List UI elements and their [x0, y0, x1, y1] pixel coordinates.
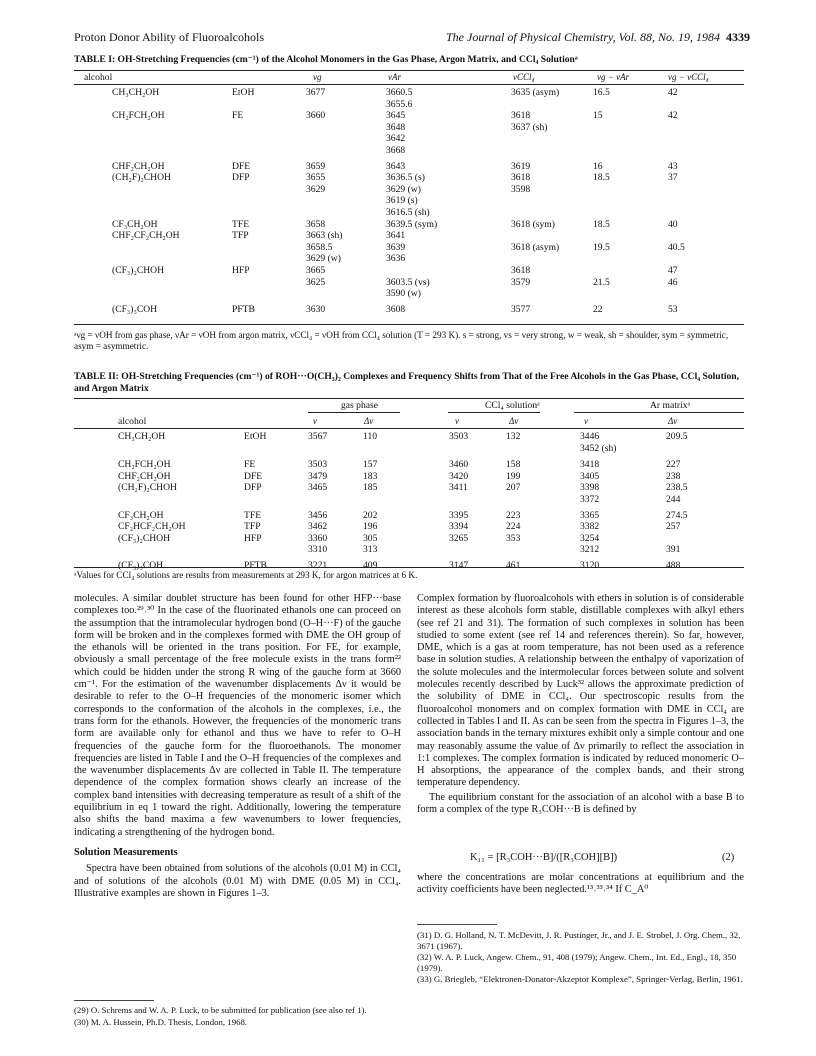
table2-cell: 3221	[308, 560, 328, 571]
table2-cell: 3254	[580, 532, 600, 544]
table1-caption: TABLE I: OH-Stretching Frequencies (cm⁻¹) of the Alcohol Monomers in the Gas Phase, Argon Matrix, and CCl₄ Solutionᵃ	[74, 54, 578, 65]
table2-header-rule	[74, 428, 744, 429]
right-footnote-rule	[417, 924, 497, 925]
table2-cell: 185	[363, 482, 378, 494]
table1-cell: DFP	[232, 172, 250, 184]
table1-col-header: νg − νAr	[597, 72, 630, 82]
table2-caption: TABLE II: OH-Stretching Frequencies (cm⁻¹) of ROH···O(CH₃)₂ Complexes and Frequency Shifts from That of the Free Alcohols in the Gas Phase, CCl₄ Solution, and Argon Matrix	[74, 371, 740, 394]
table2-cell: 196	[363, 521, 378, 533]
table2-cell: 3310	[308, 544, 328, 556]
table1-cell: 3668	[386, 145, 406, 156]
table2-cell: EtOH	[244, 431, 267, 442]
table2-col-header: Δν	[364, 416, 374, 426]
table2-cell: 3420	[449, 470, 469, 482]
right-paragraph-3: where the concentrations are molar concentrations at equilibrium and the activity coefficients have been neglected.¹³˒³³˒³⁴ If C_A⁰	[417, 872, 744, 896]
table2-cell: 3212	[580, 544, 600, 556]
table1-cell: 3598	[511, 183, 531, 195]
table1-cell: 43	[668, 160, 678, 172]
running-head-right	[446, 30, 750, 45]
table1-cell: 3637 (sh)	[511, 121, 548, 133]
table2-cell: 3503	[308, 459, 328, 471]
table1-cell: 3618	[511, 265, 531, 276]
table1-cell: 3677	[306, 87, 326, 98]
table2-col-header: Δν	[668, 416, 678, 426]
table2-cell: CF₂HCF₂CH₂OH	[118, 521, 186, 533]
table1-cell: 3603.5 (vs)	[386, 276, 430, 288]
table1-cell: 22	[593, 303, 603, 315]
table2-cell: TFP	[244, 521, 261, 533]
table1-cell: 15	[593, 110, 603, 122]
table2-cell: 3411	[449, 482, 468, 494]
table1-cell: 3658	[306, 218, 326, 230]
table1-cell: 3619	[511, 160, 531, 172]
table2-col-header: ν	[455, 416, 459, 426]
table1-cell: 3641	[386, 230, 406, 242]
table1-cell: 3655	[306, 172, 326, 184]
table1-cell: 3618	[511, 172, 531, 184]
table2-cell: 199	[506, 470, 521, 482]
table1-cell: CF₃CH₂OH	[112, 218, 158, 230]
table1-cell: 46	[668, 276, 678, 288]
table2-cell: 3418	[580, 459, 600, 471]
table2-group-rule	[448, 412, 540, 413]
table2-cell: 305	[363, 532, 378, 544]
footnote-30: (30) M. A. Hussein, Ph.D. Thesis, London, 1968.	[74, 1016, 248, 1027]
table2-cell: 3372	[580, 494, 600, 505]
table2-cell: DFE	[244, 470, 263, 482]
table2-group-header: CCl₄ solutionᵃ	[485, 400, 540, 411]
table1-bottom-rule	[74, 324, 744, 325]
table2-cell: 3462	[308, 521, 328, 533]
table1-cell: 19.5	[593, 241, 610, 253]
table1-cell: 42	[668, 110, 678, 122]
table1-cell: CH₃CH₂OH	[112, 87, 160, 98]
table1-cell: 3639.5 (sym)	[386, 218, 438, 230]
table1-cell: 3630	[306, 303, 326, 315]
table1-col-header: νAr	[388, 72, 401, 82]
table2-footnote: ᵃValues for CCl₄ solutions are results from measurements at 293 K, for argon matrices at 6 K.	[74, 570, 418, 580]
table2-cell: 3456	[308, 509, 328, 521]
table2-col-header: ν	[313, 416, 317, 426]
table1-cell: (CF₃)₃COH	[112, 303, 158, 315]
table2-cell: FE	[244, 459, 256, 471]
table1-cell: 3618 (sym)	[511, 218, 555, 230]
footnote-29: (29) O. Schrems and W. A. P. Luck, to be submitted for publication (see also ref 1).	[74, 1005, 367, 1015]
table1-cell: CHF₂CH₂OH	[112, 160, 165, 172]
table1-cell: TFE	[232, 218, 250, 230]
table1-cell: HFP	[232, 265, 250, 276]
table1-cell: 3660.5	[386, 87, 413, 98]
table2-cell: 313	[363, 544, 378, 556]
table2-cell: 3365	[580, 509, 600, 521]
table1-cell: 3642	[386, 133, 406, 145]
table2-cell: 207	[506, 482, 521, 494]
table1-cell: FE	[232, 110, 244, 122]
table2-cell: CF₃CH₂OH	[118, 509, 164, 521]
footnote-33: (33) G. Briegleb, “Elektronen-Donator-Akzeptor Komplexe”, Springer-Verlag, Berlin, 1961.	[417, 974, 743, 984]
table1-footnote: ᵃνg = νOH from gas phase, νAr = νOH from argon matrix, νCCl₄ = νOH from CCl₄ solution (T = 293 K). s = strong, vs = very strong, w = weak, sh = shoulder, sym = symmetric, asym = asymmetric.	[74, 330, 729, 352]
table2-cell: (CH₂F)₂CHOH	[118, 482, 177, 494]
table2-cell: 3452 (sh)	[580, 442, 617, 454]
left-paragraph-1: molecules. A similar doublet structure has been found for other HFP···base complexes too.²⁹˒³⁰ In the case of the fluorinated ethanols one can proceed on the assumption that the intramolecular hydrogen bond (O–H···F) of the gauche form will be broken and in the complexes formed with DME the OH group of the ethanols will be oriented in the trans position. For FE, for example, obviously a small percentage of the free molecule exists in the trans form²² which could be hidden under the strong R wing of the gauche form at 3660 cm⁻¹. For the estimation of the wavenumber displacements Δν it would be desirable to refer to the O–H frequencies of the monomeric isomer which corresponds to the conformation of the alcohols in the complexes, i.e., the trans form for the ethanols. However, the frequencies of the monomeric trans form are available only for ethanol and thus we have to refer to O–H frequencies of the gauche form for the fluoroethanols. The monomer frequencies are listed in Table I and the O–H frequencies of the complexes and the wavenumber displacements Δν are collected in Table II. The temperature dependence of the complex formation shows clearly an increase of the complex band intensities with decreasing temperature as result of a shift of the equilibrium in eq 1 toward the right. Additionally, lowering the temperature also shifts the band maxima a few wavenumbers to lower frequencies, indicating a strengthening of the hydrogen bond.	[74, 593, 401, 838]
table1-cell: 3618	[511, 110, 531, 122]
table1-cell: EtOH	[232, 87, 255, 98]
left-footnotes	[74, 1005, 401, 1028]
table2-bottom-rule	[74, 567, 744, 568]
table1-cell: 3636.5 (s)	[386, 172, 425, 184]
table2-cell: 3382	[580, 521, 600, 533]
section-heading: Solution Measurements	[74, 846, 178, 858]
table2-cell: 238	[666, 470, 681, 482]
table2-cell: 183	[363, 470, 378, 482]
table1-cell: 3659	[306, 160, 326, 172]
table2-group-header: Ar matrixᵃ	[650, 400, 691, 411]
table2-cell: 209.5	[666, 431, 688, 442]
table1-cell: 3629 (w)	[386, 183, 421, 195]
table2-cell: 3398	[580, 482, 600, 494]
table2-cell: DFP	[244, 482, 262, 494]
table2-top-rule	[74, 398, 744, 399]
table2-cell: 3503	[449, 431, 469, 442]
page-number: 4339	[726, 30, 750, 44]
table2-cell: 3460	[449, 459, 469, 471]
footnote-32: (32) W. A. P. Luck, Angew. Chem., 91, 408 (1979); Angew. Chem., Int. Ed., Engl., 18, 350 (1979).	[417, 952, 737, 973]
table1-cell: 53	[668, 303, 678, 315]
table1-cell: 3639	[386, 241, 406, 253]
table2-cell: HFP	[244, 532, 262, 544]
table2-cell: 3394	[449, 521, 469, 533]
table1-cell: 40.5	[668, 241, 685, 253]
table1-cell: 3648	[386, 121, 406, 133]
table2-cell: 3360	[308, 532, 328, 544]
table2-cell: 223	[506, 509, 521, 521]
table2-group-header: gas phase	[341, 400, 379, 411]
table2-cell: 3405	[580, 470, 600, 482]
table1-cell: TFP	[232, 230, 249, 242]
table1-cell: 3629	[306, 183, 326, 195]
table1-cell: (CF₃)₂CHOH	[112, 265, 164, 276]
table2-cell: CH₃CH₂OH	[118, 431, 166, 442]
table1-cell: 3663 (sh)	[306, 230, 343, 242]
table1-cell: 3619 (s)	[386, 195, 418, 207]
table1-cell: PFTB	[232, 303, 255, 315]
table1-cell: 3579	[511, 276, 531, 288]
table2-cell: 3479	[308, 470, 328, 482]
table2-cell: 409	[363, 560, 378, 571]
left-column	[74, 593, 401, 900]
equation-2: K₁₁ = [R₃COH···B]/([R₃COH][B])	[470, 852, 618, 863]
table1-cell: 18.5	[593, 172, 610, 184]
table2-cell: 3120	[580, 560, 600, 571]
table1-cell: 3655.6	[386, 98, 413, 110]
table2-col-header: alcohol	[118, 416, 147, 427]
table1-cell: CHF₂CF₂CH₂OH	[112, 230, 180, 242]
table2-cell: 157	[363, 459, 378, 471]
table1-cell: CH₂FCH₂OH	[112, 110, 165, 122]
table1-cell: 3645	[386, 110, 406, 122]
table1-cell: 3643	[386, 160, 406, 172]
table2-group-rule	[308, 412, 400, 413]
table1-cell: 16.5	[593, 87, 610, 98]
table2-cell: 461	[506, 560, 521, 571]
right-paragraph-2: The equilibrium constant for the association of an alcohol with a base B to form a complex of the type R₃COH···B is defined by	[417, 791, 744, 816]
table1-col-header: νCCl₄	[513, 72, 535, 82]
table1-cell: 3629 (w)	[306, 253, 341, 265]
right-paragraph-1: Complex formation by fluoroalcohols with ethers in solution is of considerable interest as these alcohols form stable, distillable complexes with alkyl ethers (see ref 21 and 31). The formation of such complexes in solution has been studied to some extent (see ref 14 and references therein). So far, however, DME, which is a gas at room temperature, has not been used as a reference base in solution studies. A relationship between the enthalpy of vaporization of the solute molecules and the intermolecular forces between solute and solvent molecules recently described by Luck³² allows the approximate prediction of the solubility of DME in CCl₄. Our spectroscopic results from the fluoroalcohol monomers and on complex formation with DME in CCl₄ are collected in Tables I and II. As can be seen from the spectra in Figures 1–3, the association bands in the ternary mixtures exhibit only a simple contour and one may reasonably assume the value of Δν primarily to reflect the association in 1:1 complexes. The complex formation is indicated by reduced monomeric O–H absorptions, the appearance of the complex bands, and their strong temperature dependency.	[417, 593, 744, 789]
table2-col-header: Δν	[509, 416, 519, 426]
table1-cell: 3660	[306, 110, 326, 122]
right-footnotes	[417, 930, 744, 986]
table1-top-rule	[74, 70, 744, 71]
table2-cell: TFE	[244, 509, 262, 521]
running-head-left: Proton Donor Ability of Fluoroalcohols	[74, 30, 264, 44]
table1-cell: 37	[668, 172, 678, 184]
table2-cell: 353	[506, 532, 521, 544]
table2-cell: 244	[666, 494, 681, 505]
table1-header-rule	[74, 84, 744, 85]
table1-cell: 3636	[386, 253, 406, 265]
table1-cell: 3616.5 (sh)	[386, 207, 430, 218]
table2-group-rule	[574, 412, 744, 413]
table1-cell: 3590 (w)	[386, 288, 421, 300]
left-footnote-rule	[74, 1000, 154, 1001]
right-column	[417, 593, 744, 816]
table2-cell: 238.5	[666, 482, 688, 494]
footnote-31: (31) D. G. Holland, N. T. McDevitt, J. R. Pustinger, Jr., and J. E. Strobel, J. Org. Chem., 32, 3671 (1967).	[417, 930, 741, 951]
table1-cell: 3625	[306, 276, 326, 288]
table1-col-header: alcohol	[84, 72, 113, 83]
table2-cell: 3567	[308, 431, 328, 442]
table2-cell: 132	[506, 431, 521, 442]
table1-cell: (CH₂F)₂CHOH	[112, 172, 171, 184]
table2-cell: 227	[666, 459, 681, 471]
table1-cell: 3577	[511, 303, 531, 315]
table2-cell: 3147	[449, 560, 469, 571]
table1-col-header: νg − νCCl₄	[668, 72, 709, 82]
table1-cell: DFE	[232, 160, 251, 172]
table1-cell: 3665	[306, 265, 326, 276]
table2-cell: (CF₃)₃COH	[118, 560, 164, 571]
table2-col-header: ν	[584, 416, 588, 426]
journal-citation: The Journal of Physical Chemistry, Vol. 88, No. 19, 1984	[446, 30, 720, 44]
table2-cell: 391	[666, 544, 681, 556]
table1-cell: 21.5	[593, 276, 610, 288]
table1-col-header: νg	[313, 72, 322, 82]
left-paragraph-2: Spectra have been obtained from solutions of the alcohols (0.01 M) in CCl₄ and of solutions of the alcohols (0.01 M) with DME (0.05 M) in CCl₄. Illustrative examples are shown in Figures 1–3.	[74, 863, 401, 899]
table2-cell: PFTB	[244, 560, 267, 571]
table1-cell: 3618 (asym)	[511, 241, 560, 253]
right-paragraph-3-wrap	[417, 872, 744, 897]
table2-cell: 3265	[449, 532, 469, 544]
table2-cell: 110	[363, 431, 378, 442]
table1-cell: 47	[668, 265, 678, 276]
table1-cell: 3608	[386, 303, 406, 315]
table1-cell: 3635 (asym)	[511, 87, 560, 98]
table2-cell: CHF₂CH₂OH	[118, 470, 171, 482]
table1-cell: 3658.5	[306, 241, 333, 253]
table2-cell: 224	[506, 521, 521, 533]
table2-cell: 3395	[449, 509, 469, 521]
table2-cell: 257	[666, 521, 681, 533]
table1-cell: 16	[593, 160, 603, 172]
equation-number: (2)	[722, 852, 735, 863]
table2-cell: 202	[363, 509, 378, 521]
table1-cell: 18.5	[593, 218, 610, 230]
table2-cell: 3446	[580, 431, 600, 442]
table2-cell: CH₂FCH₂OH	[118, 459, 171, 471]
table1-cell: 40	[668, 218, 678, 230]
table2-cell: 158	[506, 459, 521, 471]
table2-cell: (CF₃)₂CHOH	[118, 532, 170, 544]
table2-cell: 488	[666, 560, 681, 571]
table2-cell: 274.5	[666, 509, 688, 521]
table2-cell: 3465	[308, 482, 328, 494]
table1-cell: 42	[668, 87, 678, 98]
